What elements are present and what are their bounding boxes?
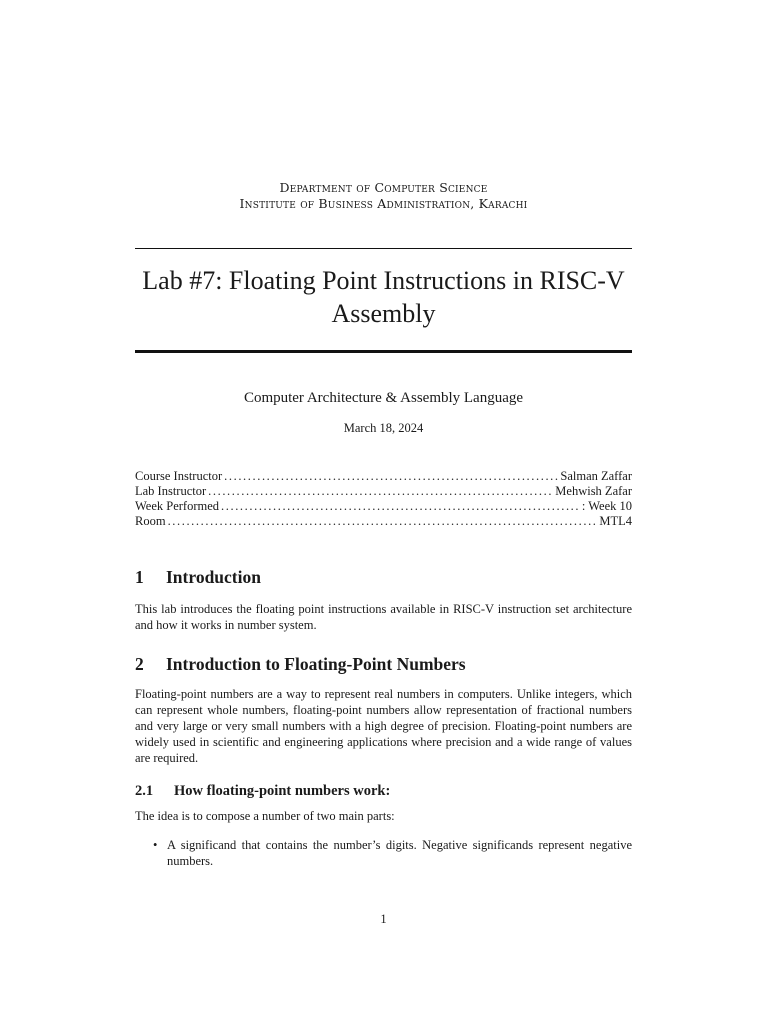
subsection-heading-how-it-works — [135, 783, 632, 800]
info-label: Lab Instructor — [135, 484, 207, 498]
section-number: 1 — [135, 567, 144, 587]
section-number: 2 — [135, 654, 144, 674]
dot-leader — [221, 499, 580, 514]
subsection-paragraph: The idea is to compose a number of two main parts: — [135, 809, 395, 823]
info-row-week-performed — [135, 499, 632, 514]
section-title: Introduction — [166, 567, 261, 587]
institute-name: Institute of Business Administration, Karachi — [239, 196, 528, 211]
subsection-title: How floating-point numbers work: — [174, 783, 391, 799]
info-value: MTL4 — [599, 514, 632, 528]
document-date: March 18, 2024 — [343, 421, 424, 435]
bullet-icon: • — [153, 838, 158, 852]
info-label: Room — [135, 514, 166, 528]
info-label: Week Performed — [135, 499, 220, 513]
dot-leader — [208, 484, 553, 499]
page-number: 1 — [380, 912, 387, 926]
info-value: : Week 10 — [581, 499, 632, 513]
list-item — [153, 837, 632, 869]
section-heading-floating-point — [135, 654, 632, 675]
info-row-room — [135, 514, 632, 529]
section-heading-introduction — [135, 567, 632, 588]
title-top-rule — [135, 248, 632, 249]
dot-leader — [168, 514, 598, 529]
lab-info-block — [135, 469, 632, 529]
info-row-lab-instructor — [135, 484, 632, 499]
info-value: Mehwish Zafar — [555, 484, 632, 498]
course-name: Computer Architecture & Assembly Language — [243, 390, 524, 406]
document-title: Lab #7: Floating Point Instructions in RISC-V Assembly — [142, 266, 625, 328]
list-item-text: A significand that contains the number’s digits. Negative significands represent negative numbers. — [167, 838, 632, 868]
info-value: Salman Zaffar — [560, 469, 632, 483]
info-row-course-instructor — [135, 469, 632, 484]
info-label: Course Instructor — [135, 469, 223, 483]
subsection-number: 2.1 — [135, 783, 154, 799]
dot-leader — [224, 469, 558, 484]
section-title: Introduction to Floating-Point Numbers — [166, 654, 466, 674]
department-name: Department of Computer Science — [279, 180, 488, 195]
section-paragraph-floating-point: Floating-point numbers are a way to represent real numbers in computers. Unlike integers, which can represent whole numbers, floating-point numbers allow representation of fractional numbers and very large or very small numbers with a high degree of precision. Floating-point numbers are widely used in scientific and engineering applications where precision and a wide range of values are required. — [135, 687, 632, 765]
header-affiliation — [135, 180, 632, 212]
section-paragraph-introduction: This lab introduces the floating point instructions available in RISC-V instruction set architecture and how it works in number system. — [135, 602, 632, 632]
title-bottom-rule — [135, 350, 632, 353]
